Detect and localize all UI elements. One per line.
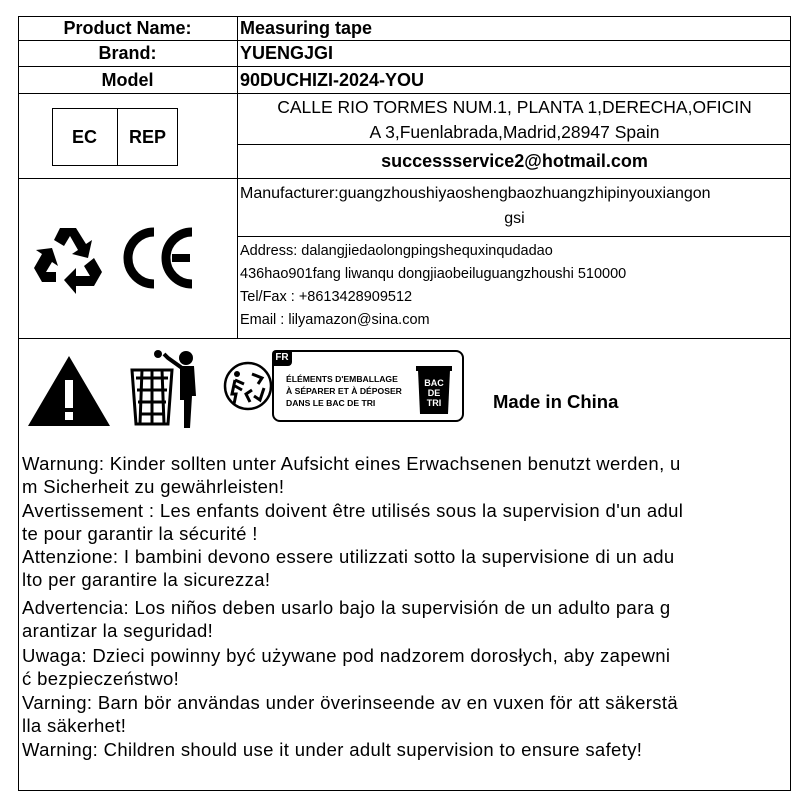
warning-line: Advertencia: Los niños deben usarlo bajo la supervisión de un adulto para g	[22, 597, 671, 618]
bac-text-1: BAC	[424, 378, 444, 388]
warning-line: m Sicherheit zu gewährleisten!	[22, 476, 285, 497]
rep-label: REP	[128, 127, 166, 147]
ec-label: EC	[71, 127, 97, 147]
triman-icon	[222, 360, 274, 412]
warning-line: Avertissement : Les enfants doivent être utilisés sous la supervision d'un adul	[22, 500, 684, 521]
crossed-out-bin-icon	[128, 348, 206, 430]
warning-line: Uwaga: Dzieci powinny być używane pod nadzorem dorosłych, aby zapewni	[22, 645, 671, 666]
model-value: 90DUCHIZI-2024-YOU	[240, 70, 425, 90]
model-label: Model	[101, 70, 154, 90]
warning-line: arantizar la seguridad!	[22, 620, 214, 641]
ec-rep-email: successservice2@hotmail.com	[381, 151, 648, 171]
warning-line: Warnung: Kinder sollten unter Aufsicht eines Erwachsenen benutzt werden, u	[22, 453, 681, 474]
manufacturer-line2: gsi	[504, 210, 525, 227]
row-divider	[18, 178, 791, 179]
made-in-china: Made in China	[493, 391, 619, 412]
ec-rep-address-line1: CALLE RIO TORMES NUM.1, PLANTA 1,DERECHA,OFICIN	[277, 97, 752, 117]
product-name-label: Product Name:	[63, 18, 192, 38]
ec-rep-address-line2: A 3,Fuenlabrada,Madrid,28947 Spain	[369, 122, 660, 142]
fr-text-1: ÉLÉMENTS D'EMBALLAGE	[286, 374, 398, 384]
row-divider	[238, 236, 791, 237]
fr-text-2: À SÉPARER ET À DÉPOSER	[286, 386, 402, 396]
warning-line: Warning: Children should use it under adult supervision to ensure safety!	[22, 739, 643, 760]
warning-triangle-icon	[26, 354, 112, 428]
fr-text-3: DANS LE BAC DE TRI	[286, 398, 376, 408]
warning-line: ć bezpieczeństwo!	[22, 668, 180, 689]
recycle-icon	[30, 224, 106, 298]
bac-text-2: DE	[427, 388, 441, 398]
manufacturer-line1: Manufacturer:guangzhoushiyaoshengbaozhuangzhipinyouxiangon	[240, 185, 711, 202]
row-divider	[18, 93, 791, 94]
brand-label: Brand:	[98, 43, 157, 63]
warning-line: lla säkerhet!	[22, 715, 127, 736]
manufacturer-tel: Tel/Fax : +8613428909512	[240, 289, 413, 305]
column-divider	[237, 16, 238, 339]
manufacturer-email: Email : lilyamazon@sina.com	[240, 312, 430, 328]
warning-line: lto per garantire la sicurezza!	[22, 569, 271, 590]
ce-mark-icon	[120, 224, 200, 292]
manufacturer-address1: Address: dalangjiedaolongpingshequxinqudadao	[240, 243, 553, 259]
warning-line: te pour garantir la sécurité !	[22, 523, 258, 544]
brand-value: YUENGJGI	[240, 43, 334, 63]
manufacturer-address2: 436hao901fang liwanqu dongjiaobeiluguangzhoushi 510000	[240, 266, 627, 282]
bac-text-3: TRI	[426, 398, 442, 408]
product-name-value: Measuring tape	[240, 18, 373, 38]
row-divider	[18, 338, 791, 339]
fr-badge: FR	[272, 350, 292, 366]
warning-line: Varning: Barn bör användas under överinseende av en vuxen för att säkerstä	[22, 692, 678, 713]
warning-line: Attenzione: I bambini devono essere utilizzati sotto la supervisione di un adu	[22, 546, 675, 567]
